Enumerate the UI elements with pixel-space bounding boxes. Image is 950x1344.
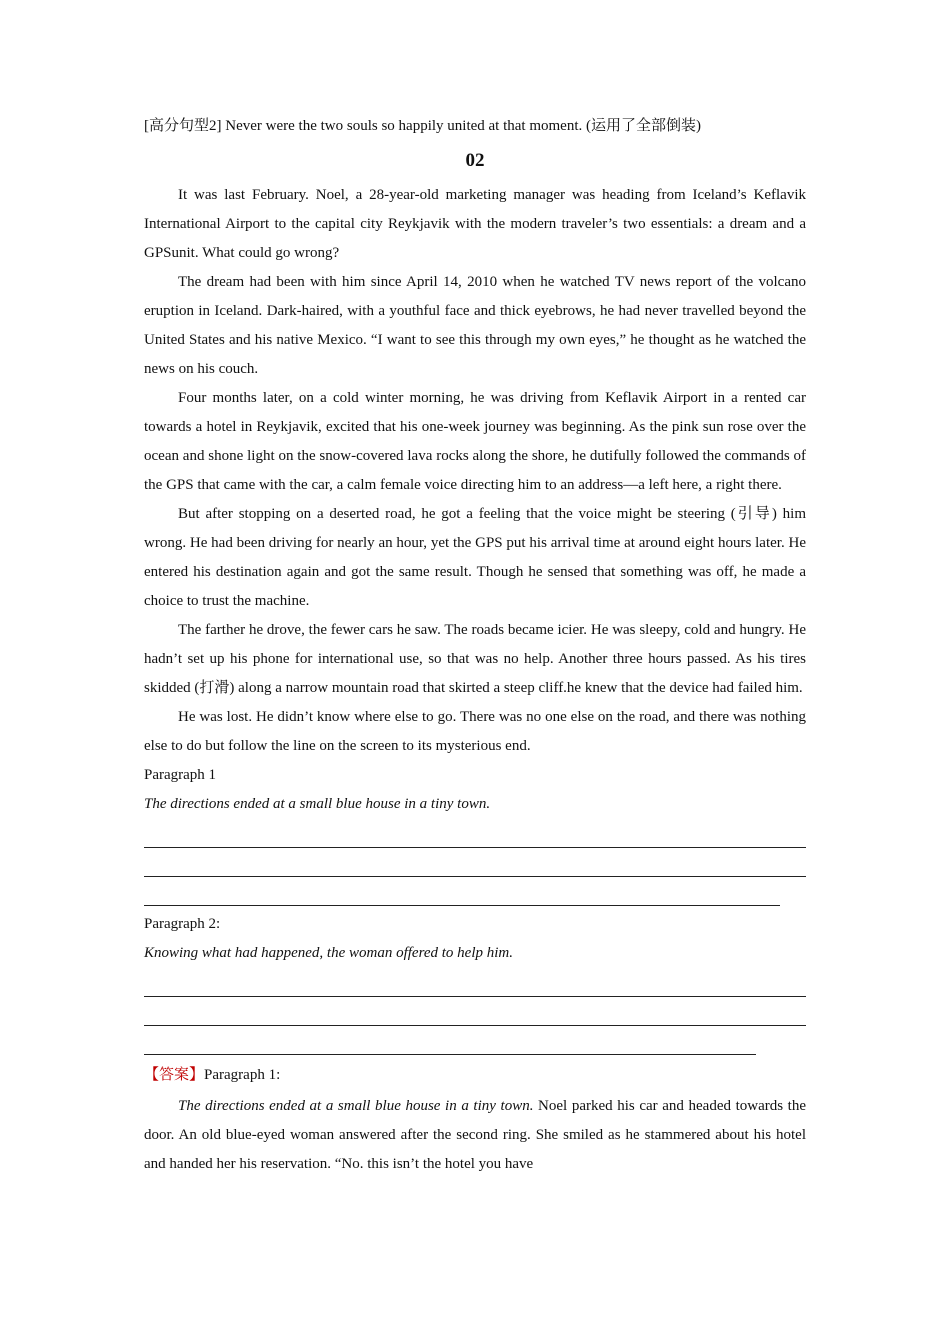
writing-line — [144, 819, 806, 848]
paragraph-1-prompt: The directions ended at a small blue house in a tiny town. — [144, 796, 491, 812]
paragraph-2-prompt: Knowing what had happened, the woman offered to help him. — [144, 945, 514, 961]
document-page — [144, 112, 806, 1179]
writing-line — [144, 997, 806, 1026]
section-number: 02 — [465, 150, 485, 171]
writing-line — [144, 1026, 756, 1055]
writing-line — [144, 848, 806, 877]
paragraph-1-label: Paragraph 1 — [144, 767, 217, 783]
answer-paragraph — [144, 1092, 806, 1179]
story-paragraph: The farther he drove, the fewer cars he saw. The roads became icier. He was sleepy, cold and hungry. He hadn’t set up his phone for international use, so that was no help. Another three hours passed. As his tires skidded (打滑) along a narrow mountain road that skirted a steep cliff.he knew that the device had failed him. — [144, 622, 806, 696]
story-paragraph: It was last February. Noel, a 28-year-old marketing manager was heading from Iceland’s Keflavik International Airport to the capital city Reykjavik with the modern traveler’s two essentials: a dream and a GPSunit. What could go wrong? — [144, 187, 806, 261]
answer-lead: The directions ended at a small blue house in a tiny town. — [178, 1098, 534, 1114]
story-paragraph: But after stopping on a deserted road, he got a feeling that the voice might be steering (引导) him wrong. He had been driving for nearly an hour, yet the GPS put his arrival time at around eight hours later. He entered his destination again and got the same result. Though he sensed that something was off, he made a choice to trust the machine. — [144, 506, 806, 609]
story-paragraph: Four months later, on a cold winter morning, he was driving from Keflavik Airport in a rented car towards a hotel in Reykjavik, excited that his one-week journey was beginning. As the pink sun rose over the ocean and shone light on the snow-covered lava rocks along the shore, he dutifully followed the commands of the GPS that came with the car, a calm female voice directing him to an address—a left here, a right there. — [144, 390, 806, 493]
story-paragraph: The dream had been with him since April 14, 2010 when he watched TV news report of the volcano eruption in Iceland. Dark-haired, with a youthful face and thick eyebrows, he had never travelled beyond the United States and his native Mexico. “I want to see this through my own eyes,” he thought as he watched the news on his couch. — [144, 274, 806, 377]
answer-label: Paragraph 1: — [204, 1067, 281, 1083]
story-paragraph: He was lost. He didn’t know where else to go. There was no one else on the road, and there was nothing else to do but follow the line on the screen to its mysterious end. — [144, 709, 806, 754]
writing-line — [144, 968, 806, 997]
answer-heading — [144, 1061, 806, 1090]
paragraph-2-label: Paragraph 2: — [144, 916, 221, 932]
header-sentence: [高分句型2] Never were the two souls so happily united at that moment. (运用了全部倒装) — [144, 118, 701, 134]
answer-text: Noel parked his car and headed towards the door. An old blue-eyed woman answered after the second ring. She smiled as he stammered about his hotel and handed her his reservation. “No. this isn’t the hotel you have — [144, 1098, 806, 1172]
writing-line — [144, 877, 780, 906]
answer-marker: 【答案】 — [144, 1067, 205, 1083]
